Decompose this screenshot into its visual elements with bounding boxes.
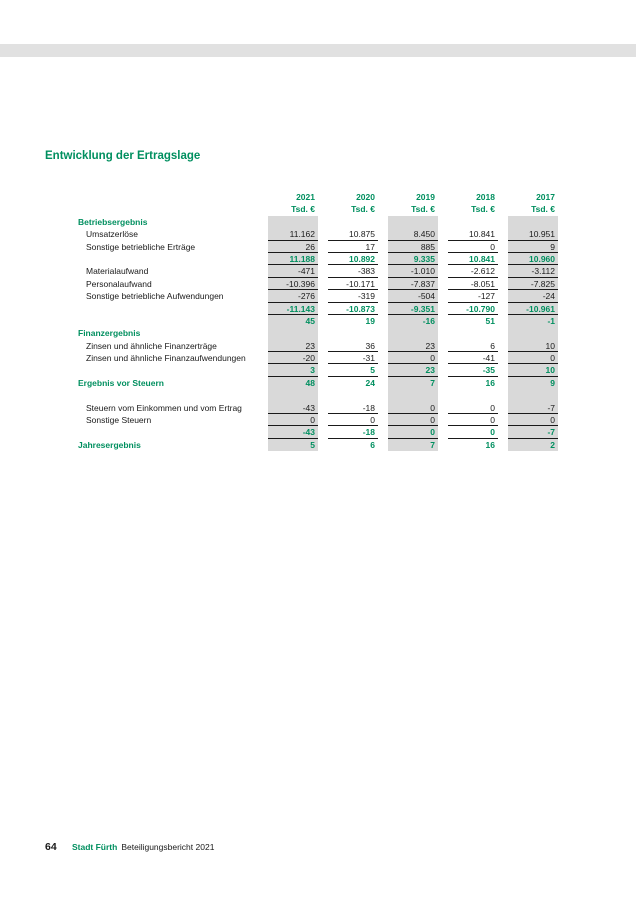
row-label	[78, 303, 258, 315]
value-cell: -7	[508, 426, 558, 438]
value-cell: 19	[365, 315, 375, 326]
value-cell	[388, 389, 438, 401]
header-spacer	[78, 191, 258, 203]
value-cell: 23	[388, 364, 438, 376]
table-row-result	[78, 315, 560, 327]
value-cell: 0	[448, 241, 498, 253]
value-cell	[328, 216, 378, 228]
value-cell: -471	[268, 265, 318, 277]
value-cell: -10.873	[328, 303, 378, 315]
value-cell: 51	[485, 315, 495, 326]
value-cell: -24	[508, 290, 558, 302]
value-cell	[268, 389, 318, 401]
value-cell: -18	[328, 426, 378, 438]
value-cell: -127	[448, 290, 498, 302]
row-label: Betriebsergebnis	[78, 216, 148, 227]
value-cell: 24	[365, 377, 375, 388]
table-row-jahresergebnis	[78, 439, 560, 451]
page-number: 64	[45, 841, 57, 853]
value-cell: 6	[370, 439, 375, 450]
row-label: Ergebnis vor Steuern	[78, 377, 164, 388]
value-cell: -35	[448, 364, 498, 376]
table-row-spacer	[78, 389, 560, 401]
row-label	[78, 364, 258, 376]
value-cell: 26	[268, 241, 318, 253]
value-cell: -504	[388, 290, 438, 302]
value-cell: 10.960	[508, 253, 558, 265]
row-label: Materialaufwand	[86, 266, 149, 277]
value-cell: 2	[508, 439, 558, 451]
value-cell	[448, 389, 498, 401]
value-cell: -10.961	[508, 303, 558, 315]
value-cell: 9	[508, 241, 558, 253]
value-cell: 10	[508, 364, 558, 376]
header-spacer	[78, 203, 258, 215]
value-cell: 0	[508, 414, 558, 426]
value-cell	[328, 327, 378, 339]
table-row-umsatzerlöse	[78, 228, 560, 240]
unit-header: Tsd. €	[471, 204, 495, 215]
value-cell: 885	[388, 241, 438, 253]
value-cell: 23	[388, 340, 438, 352]
value-cell	[508, 389, 558, 401]
table-header-units	[78, 203, 560, 215]
value-cell: 5	[328, 364, 378, 376]
value-cell: 9	[508, 377, 558, 389]
year-header: 2021	[296, 192, 315, 202]
value-cell: 11.162	[268, 228, 318, 240]
value-cell: -276	[268, 290, 318, 302]
value-cell: 45	[268, 315, 318, 327]
row-label: Finanzergebnis	[78, 328, 141, 339]
row-label: Sonstige betriebliche Erträge	[86, 241, 196, 252]
row-label	[78, 315, 258, 327]
table-row-sonstige-betriebliche-aufwendungen	[78, 290, 560, 302]
table-row-zinsen-und-ähnliche-finanzerträge	[78, 340, 560, 352]
value-cell: -319	[328, 290, 378, 302]
value-cell: 6	[448, 340, 498, 352]
value-cell: 9.335	[388, 253, 438, 265]
value-cell: 10	[508, 340, 558, 352]
table-row-ergebnis-vor-steuern	[78, 377, 560, 389]
value-cell	[508, 327, 558, 339]
value-cell: 0	[448, 414, 498, 426]
table-row-subtotal	[78, 426, 560, 438]
table-header-years	[78, 191, 560, 203]
value-cell	[448, 216, 498, 228]
value-cell: 8.450	[388, 228, 438, 240]
table-row-personalaufwand	[78, 278, 560, 290]
value-cell: -18	[328, 402, 378, 414]
value-cell	[268, 327, 318, 339]
unit-header: Tsd. €	[411, 204, 435, 215]
value-cell	[388, 216, 438, 228]
value-cell: 23	[268, 340, 318, 352]
row-label	[78, 426, 258, 438]
table-row-sonstige-steuern	[78, 414, 560, 426]
value-cell: 0	[448, 426, 498, 438]
value-cell: -7	[508, 402, 558, 414]
value-cell: 16	[485, 439, 495, 450]
value-cell: 0	[448, 402, 498, 414]
value-cell: 10.951	[508, 228, 558, 240]
row-label: Zinsen und ähnliche Finanzerträge	[86, 340, 217, 351]
row-label: Steuern vom Einkommen und vom Ertrag	[86, 402, 242, 413]
value-cell	[508, 216, 558, 228]
year-header: 2018	[476, 192, 495, 202]
value-cell: 10.875	[328, 228, 378, 240]
table-row-zinsen-und-ähnliche-finanzaufwendungen	[78, 352, 560, 364]
row-label: Sonstige Steuern	[86, 415, 152, 426]
page-footer	[45, 841, 214, 853]
value-cell: -3.112	[508, 265, 558, 277]
value-cell: -43	[268, 402, 318, 414]
value-cell: 0	[328, 414, 378, 426]
year-header: 2019	[416, 192, 435, 202]
value-cell: 0	[388, 352, 438, 364]
value-cell: 0	[388, 402, 438, 414]
footer-brand: Stadt Fürth	[72, 842, 118, 852]
value-cell: 17	[328, 241, 378, 253]
earnings-table	[78, 191, 560, 451]
value-cell: 0	[388, 426, 438, 438]
page-title: Entwicklung der Ertragslage	[45, 150, 201, 162]
value-cell: -20	[268, 352, 318, 364]
value-cell: -11.143	[268, 303, 318, 315]
table-row-materialaufwand	[78, 265, 560, 277]
value-cell: 10.841	[448, 253, 498, 265]
value-cell: 5	[268, 439, 318, 451]
table-body	[78, 216, 560, 451]
row-label: Jahresergebnis	[78, 439, 141, 450]
value-cell: 11.188	[268, 253, 318, 265]
value-cell: -9.351	[388, 303, 438, 315]
value-cell: 10.841	[448, 228, 498, 240]
value-cell: -2.612	[448, 265, 498, 277]
value-cell: -383	[328, 265, 378, 277]
unit-header: Tsd. €	[291, 204, 315, 215]
value-cell	[388, 327, 438, 339]
table-row-subtotal	[78, 364, 560, 376]
year-header: 2020	[356, 192, 375, 202]
value-cell: -8.051	[448, 278, 498, 290]
value-cell: -7.825	[508, 278, 558, 290]
row-label: Sonstige betriebliche Aufwendungen	[86, 291, 224, 302]
value-cell: 36	[328, 340, 378, 352]
value-cell: 7	[388, 377, 438, 389]
value-cell: -41	[448, 352, 498, 364]
value-cell: 48	[268, 377, 318, 389]
value-cell	[268, 216, 318, 228]
value-cell: 10.892	[328, 253, 378, 265]
value-cell	[448, 327, 498, 339]
footer-text: Beteiligungsbericht 2021	[121, 842, 215, 852]
row-label	[78, 253, 258, 265]
row-label	[78, 389, 258, 401]
year-header: 2017	[536, 192, 555, 202]
value-cell: 0	[268, 414, 318, 426]
value-cell: 0	[508, 352, 558, 364]
value-cell: -7.837	[388, 278, 438, 290]
table-row-subtotal	[78, 303, 560, 315]
table-row-betriebsergebnis	[78, 216, 560, 228]
value-cell: -1	[508, 315, 558, 327]
top-band	[0, 44, 636, 57]
value-cell: -16	[388, 315, 438, 327]
row-label: Zinsen und ähnliche Finanzaufwendungen	[86, 353, 246, 364]
value-cell: -10.396	[268, 278, 318, 290]
value-cell: -10.171	[328, 278, 378, 290]
value-cell: 0	[388, 414, 438, 426]
unit-header: Tsd. €	[531, 204, 555, 215]
value-cell: 16	[485, 377, 495, 388]
value-cell	[328, 389, 378, 401]
unit-header: Tsd. €	[351, 204, 375, 215]
row-label: Personalaufwand	[86, 278, 152, 289]
table-row-steuern-vom-einkommen-und-vom-ertrag	[78, 402, 560, 414]
value-cell: 7	[388, 439, 438, 451]
table-row-subtotal	[78, 253, 560, 265]
value-cell: -10.790	[448, 303, 498, 315]
value-cell: 3	[268, 364, 318, 376]
value-cell: -1.010	[388, 265, 438, 277]
value-cell: -43	[268, 426, 318, 438]
value-cell: -31	[328, 352, 378, 364]
table-row-sonstige-betriebliche-erträge	[78, 241, 560, 253]
row-label: Umsatzerlöse	[86, 229, 138, 240]
table-row-finanzergebnis	[78, 327, 560, 339]
